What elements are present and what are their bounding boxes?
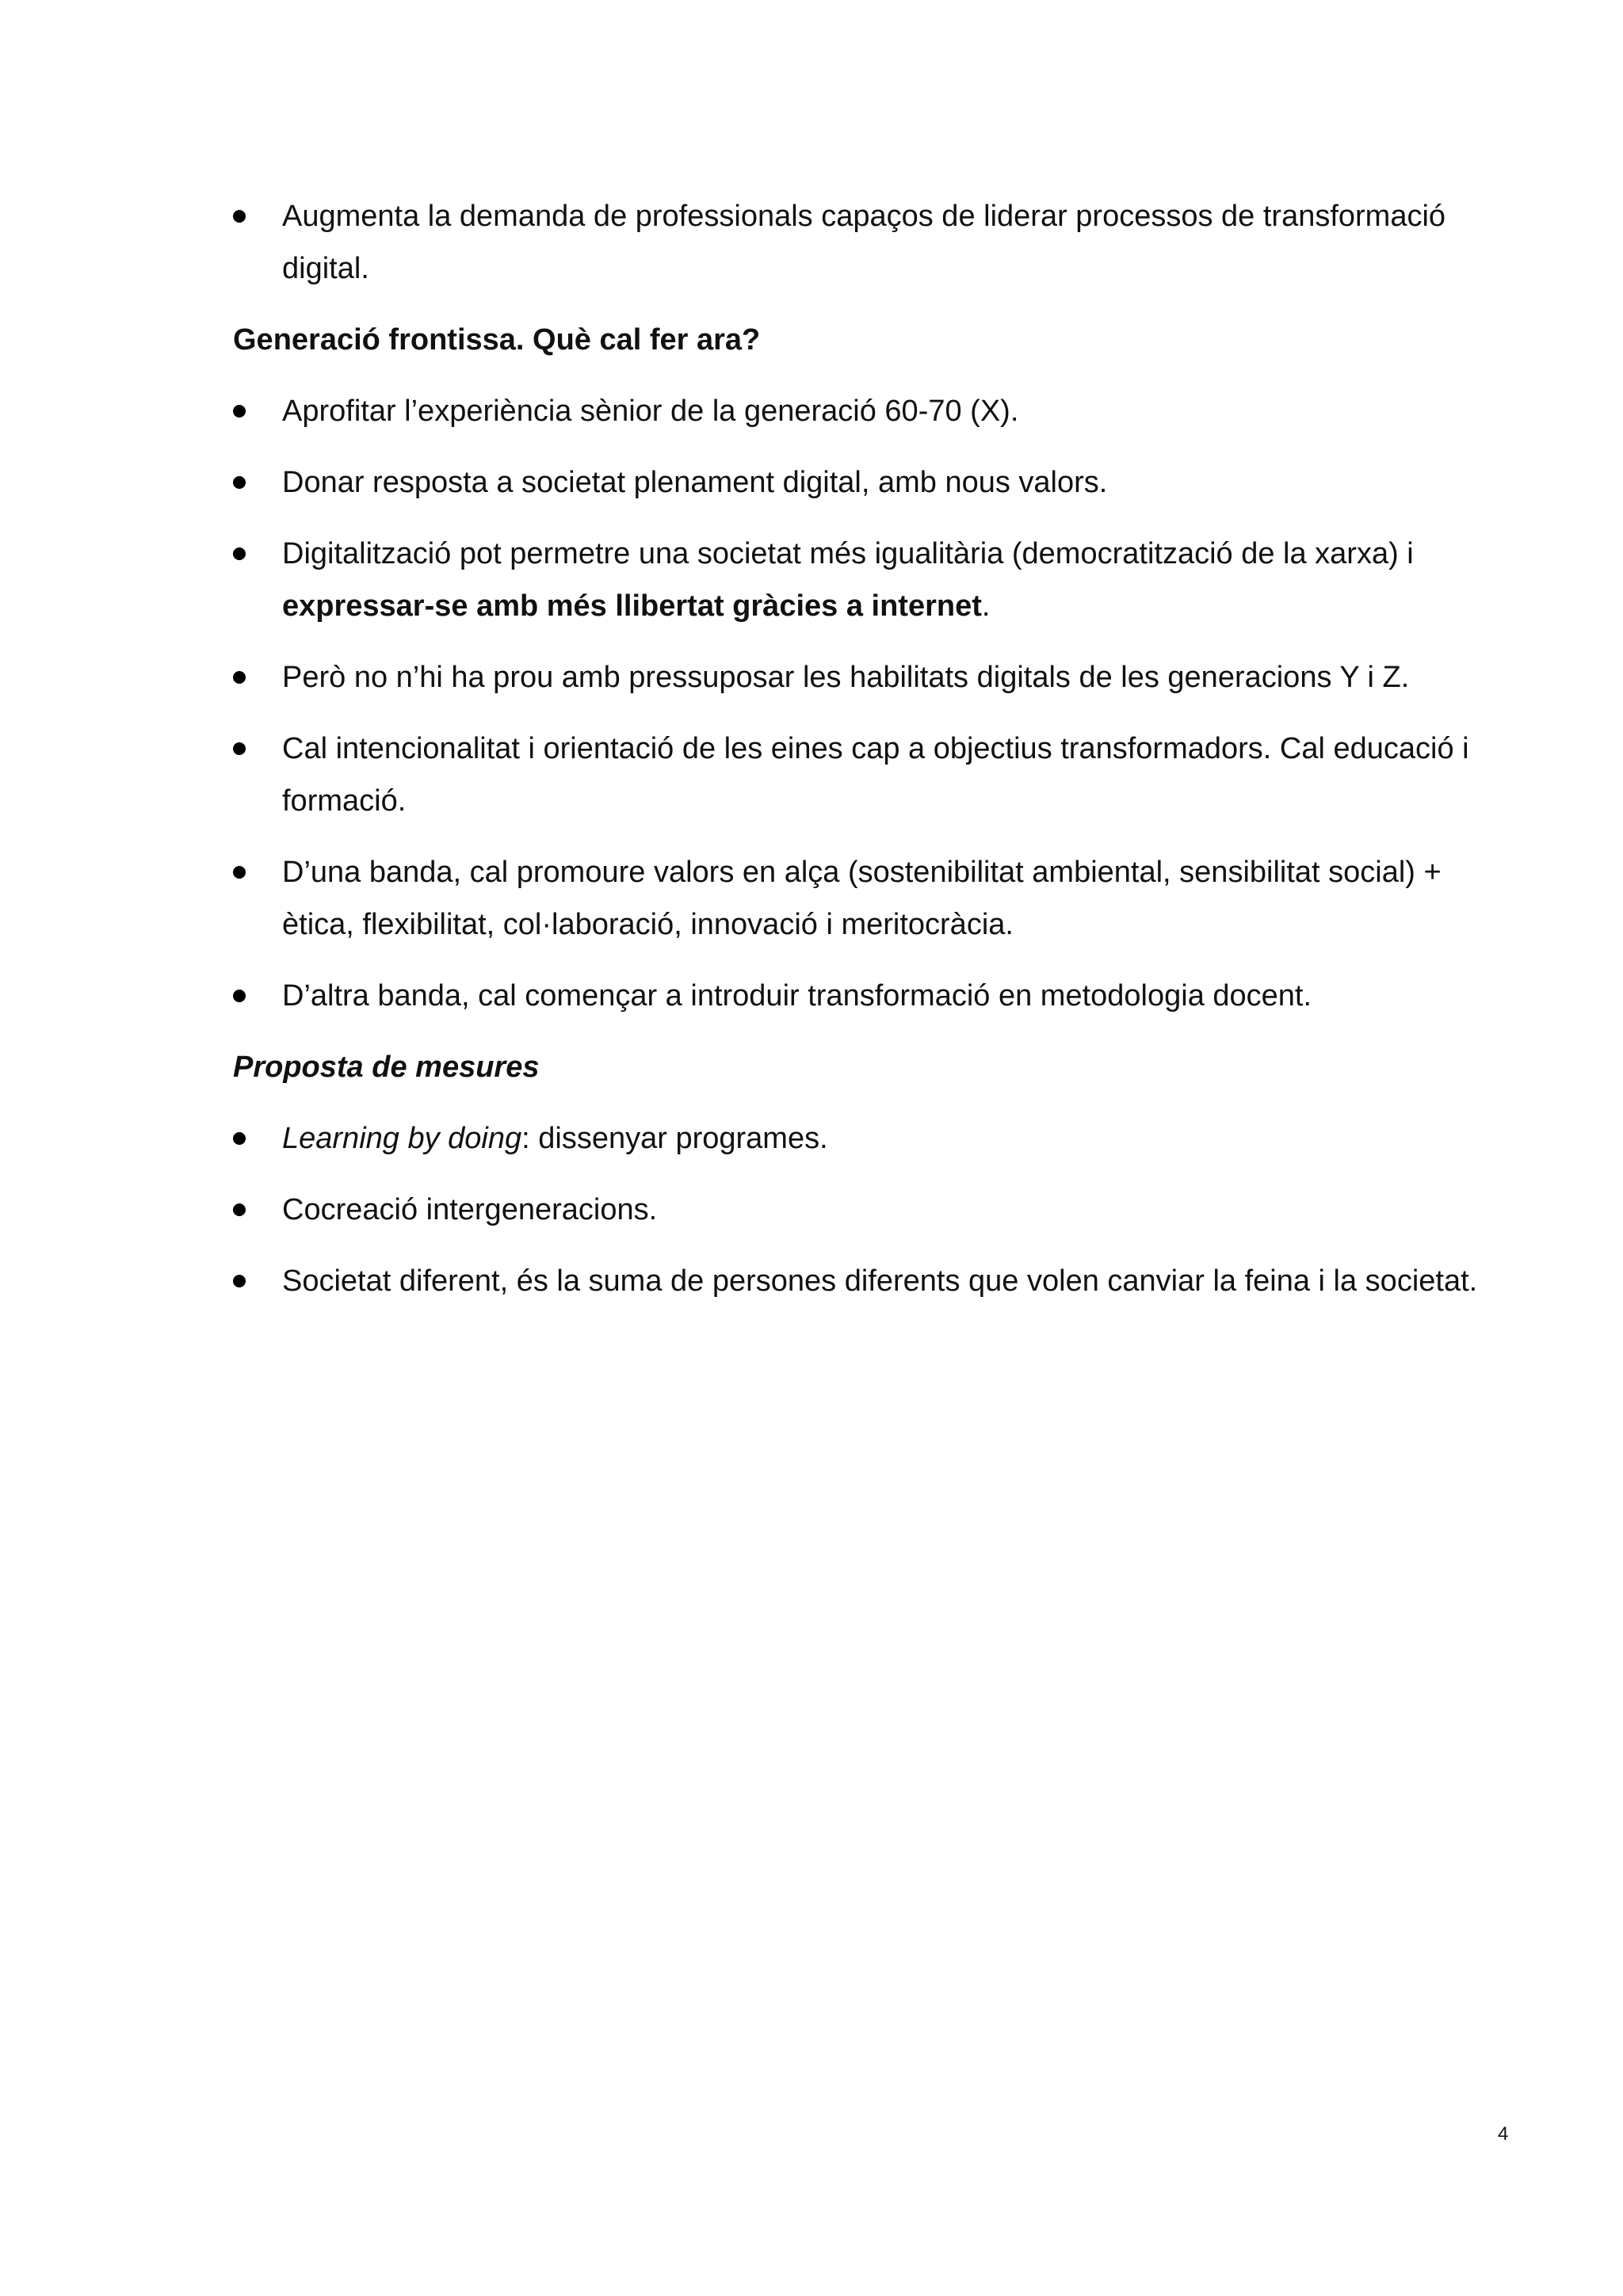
list-item [233,1255,1501,1307]
list-item-bold-text: expressar-se amb més llibertat gràcies a internet [282,589,982,623]
list-item-text: Societat diferent, és la suma de persones diferents que volen canviar la feina i la societat. [282,1264,1478,1298]
list-item [233,528,1501,632]
list-item-text: Donar resposta a societat plenament digital, amb nous valors. [282,466,1108,499]
list-item-text: Cal intencionalitat i orientació de les eines cap a objectius transformadors. Cal educació i formació. [282,732,1469,818]
list-item [233,1112,1501,1165]
bullet-icon [233,1203,246,1216]
bullet-icon [233,405,246,418]
list-item [233,651,1501,704]
list-item-text: Digitalització pot permetre una societat més igualitària (democratització de la xarxa) i [282,537,1414,570]
list-item-text: Augmenta la demanda de professionals capaços de liderar processos de transformació digital. [282,200,1446,285]
list-item-text: : dissenyar programes. [521,1122,828,1155]
bullet-icon [233,476,246,489]
bullet-icon [233,990,246,1002]
bullet-icon [233,210,246,223]
bullet-icon [233,671,246,684]
list-item [233,190,1501,295]
list-item-italic-text: Learning by doing [282,1122,522,1155]
document-content [233,190,1501,1326]
page-number: 4 [1498,2123,1509,2145]
list-item [233,385,1501,437]
list-item-text: Però no n’hi ha prou amb pressuposar les habilitats digitals de les generacions Y i Z. [282,661,1410,694]
list-item-text: Cocreació intergeneracions. [282,1193,658,1226]
list-item [233,456,1501,509]
list-item-tail-text: . [981,589,991,623]
list-item [233,723,1501,827]
bullet-icon [233,1275,246,1287]
bullet-icon [233,866,246,879]
bullet-icon [233,1132,246,1145]
list-item [233,846,1501,951]
bullet-list-proposta [233,1112,1501,1307]
bullet-list-generacio [233,385,1501,1022]
bullet-list-intro [233,190,1501,295]
section-heading-generacio: Generació frontissa. Què cal fer ara? [233,323,761,357]
section-heading-proposta: Proposta de mesures [233,1051,540,1084]
list-item-text: D’altra banda, cal començar a introduir transformació en metodologia docent. [282,979,1312,1013]
list-item-text: Aprofitar l’experiència sènior de la generació 60-70 (X). [282,395,1019,428]
list-item [233,970,1501,1022]
list-item-text: D’una banda, cal promoure valors en alça (sostenibilitat ambiental, sensibilitat social) + ètica, flexibilitat, col·laboració, innovació i meritocràcia. [282,856,1442,941]
bullet-icon [233,547,246,560]
list-item [233,1184,1501,1236]
bullet-icon [233,742,246,755]
